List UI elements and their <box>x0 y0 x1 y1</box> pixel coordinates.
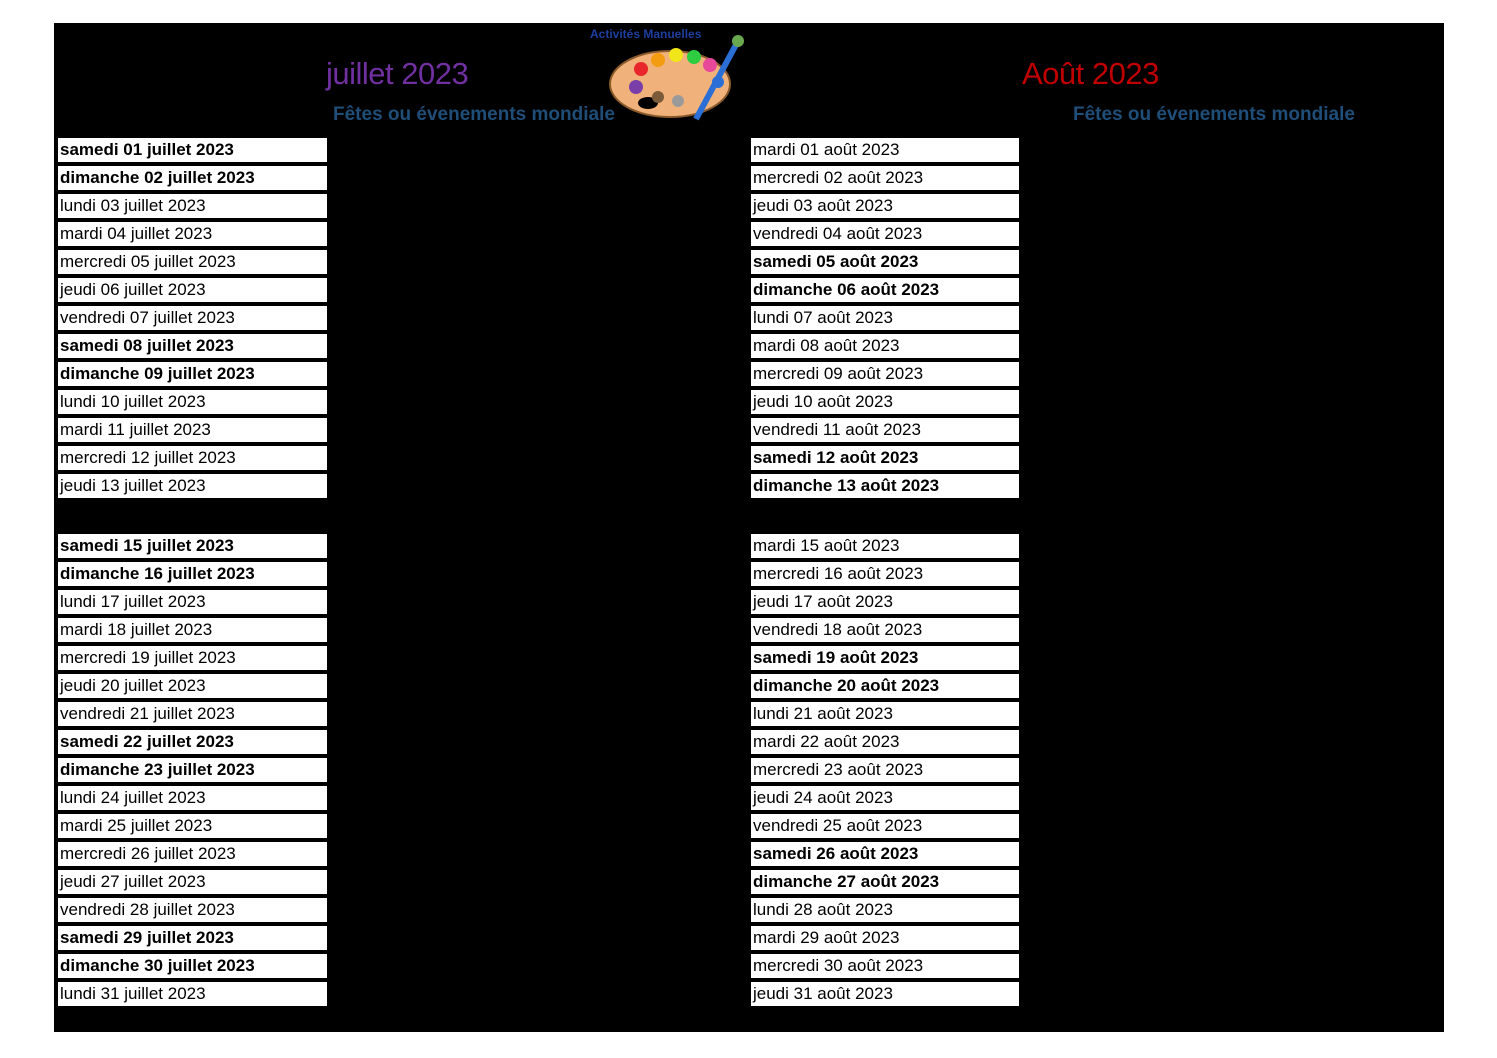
logo-text: Activités Manuelles <box>590 27 702 41</box>
day-cell: vendredi 07 juillet 2023 <box>58 306 327 330</box>
day-cell: mercredi 05 juillet 2023 <box>58 250 327 274</box>
august-day-list <box>751 138 1019 1010</box>
day-cell: dimanche 30 juillet 2023 <box>58 954 327 978</box>
day-cell: jeudi 03 août 2023 <box>751 194 1019 218</box>
day-cell: jeudi 10 août 2023 <box>751 390 1019 414</box>
day-cell: vendredi 21 juillet 2023 <box>58 702 327 726</box>
day-cell: dimanche 06 août 2023 <box>751 278 1019 302</box>
day-cell: mardi 18 juillet 2023 <box>58 618 327 642</box>
day-cell: samedi 19 août 2023 <box>751 646 1019 670</box>
day-cell: lundi 31 juillet 2023 <box>58 982 327 1006</box>
august-title: Août 2023 <box>1022 56 1159 91</box>
day-cell: mardi 22 août 2023 <box>751 730 1019 754</box>
day-cell: dimanche 13 août 2023 <box>751 474 1019 498</box>
day-cell: samedi 22 juillet 2023 <box>58 730 327 754</box>
day-cell: jeudi 06 juillet 2023 <box>58 278 327 302</box>
day-cell: lundi 07 août 2023 <box>751 306 1019 330</box>
row-gap <box>58 502 327 534</box>
day-cell: jeudi 20 juillet 2023 <box>58 674 327 698</box>
day-cell: mardi 08 août 2023 <box>751 334 1019 358</box>
day-cell: dimanche 02 juillet 2023 <box>58 166 327 190</box>
day-cell: jeudi 17 août 2023 <box>751 590 1019 614</box>
july-block-2 <box>58 534 327 1006</box>
day-cell: lundi 17 juillet 2023 <box>58 590 327 614</box>
calendar-sheet <box>54 23 1444 1032</box>
day-cell: mercredi 02 août 2023 <box>751 166 1019 190</box>
august-block-1 <box>751 138 1019 498</box>
day-cell: mercredi 30 août 2023 <box>751 954 1019 978</box>
day-cell: dimanche 20 août 2023 <box>751 674 1019 698</box>
july-day-list <box>58 138 327 1010</box>
day-cell: samedi 26 août 2023 <box>751 842 1019 866</box>
day-cell: mercredi 16 août 2023 <box>751 562 1019 586</box>
day-cell: mardi 15 août 2023 <box>751 534 1019 558</box>
day-cell: vendredi 28 juillet 2023 <box>58 898 327 922</box>
july-block-1 <box>58 138 327 498</box>
day-cell: mercredi 19 juillet 2023 <box>58 646 327 670</box>
day-cell: jeudi 24 août 2023 <box>751 786 1019 810</box>
day-cell: vendredi 18 août 2023 <box>751 618 1019 642</box>
day-cell: samedi 05 août 2023 <box>751 250 1019 274</box>
day-cell: samedi 12 août 2023 <box>751 446 1019 470</box>
day-cell: jeudi 13 juillet 2023 <box>58 474 327 498</box>
day-cell: mardi 25 juillet 2023 <box>58 814 327 838</box>
day-cell: jeudi 31 août 2023 <box>751 982 1019 1006</box>
july-title: juillet 2023 <box>326 56 469 91</box>
july-subtitle: Fêtes ou évenements mondiale <box>333 104 615 125</box>
day-cell: mercredi 23 août 2023 <box>751 758 1019 782</box>
day-cell: mercredi 12 juillet 2023 <box>58 446 327 470</box>
day-cell: dimanche 09 juillet 2023 <box>58 362 327 386</box>
day-cell: vendredi 04 août 2023 <box>751 222 1019 246</box>
day-cell: lundi 24 juillet 2023 <box>58 786 327 810</box>
day-cell: vendredi 25 août 2023 <box>751 814 1019 838</box>
day-cell: samedi 08 juillet 2023 <box>58 334 327 358</box>
day-cell: dimanche 27 août 2023 <box>751 870 1019 894</box>
day-cell: lundi 03 juillet 2023 <box>58 194 327 218</box>
day-cell: mardi 11 juillet 2023 <box>58 418 327 442</box>
row-gap <box>751 502 1019 534</box>
august-block-2 <box>751 534 1019 1006</box>
day-cell: mardi 04 juillet 2023 <box>58 222 327 246</box>
august-subtitle: Fêtes ou évenements mondiale <box>1073 104 1355 125</box>
day-cell: lundi 21 août 2023 <box>751 702 1019 726</box>
day-cell: mercredi 26 juillet 2023 <box>58 842 327 866</box>
day-cell: lundi 28 août 2023 <box>751 898 1019 922</box>
day-cell: samedi 15 juillet 2023 <box>58 534 327 558</box>
day-cell: samedi 01 juillet 2023 <box>58 138 327 162</box>
day-cell: mercredi 09 août 2023 <box>751 362 1019 386</box>
paint-palette-icon <box>586 27 746 125</box>
day-cell: mardi 29 août 2023 <box>751 926 1019 950</box>
day-cell: dimanche 23 juillet 2023 <box>58 758 327 782</box>
day-cell: vendredi 11 août 2023 <box>751 418 1019 442</box>
day-cell: dimanche 16 juillet 2023 <box>58 562 327 586</box>
day-cell: mardi 01 août 2023 <box>751 138 1019 162</box>
day-cell: jeudi 27 juillet 2023 <box>58 870 327 894</box>
day-cell: lundi 10 juillet 2023 <box>58 390 327 414</box>
day-cell: samedi 29 juillet 2023 <box>58 926 327 950</box>
